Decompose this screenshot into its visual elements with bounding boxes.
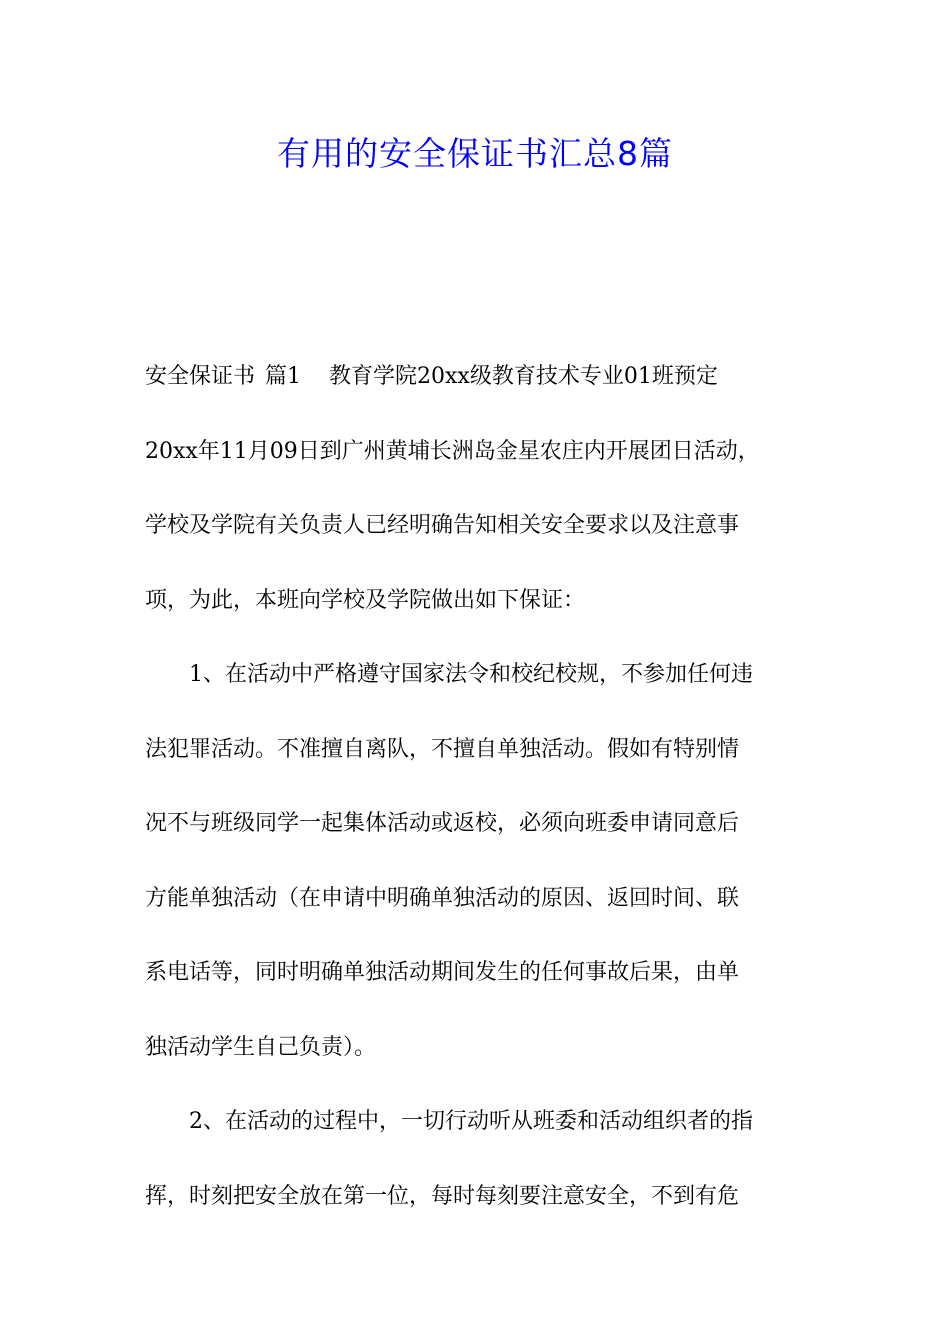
text-line [145, 340, 809, 415]
text-line: 方能单独活动（在申请中明确单独活动的原因、返回时间、联 [145, 885, 740, 911]
document-title: 有用的安全保证书汇总8篇 [277, 134, 673, 173]
text-line: 况不与班级同学一起集体活动或返校，必须向班委申请同意后 [145, 811, 740, 836]
text-line: 系电话等，同时明确单独活动期间发生的任何事故后果，由单 [145, 960, 740, 985]
text-line: 项，为此，本班向学校及学院做出如下保证： [145, 587, 586, 613]
section-label: 安全保证书 [145, 364, 256, 389]
text-line: 独活动学生自己负责）。 [145, 1034, 377, 1060]
text-line: 挥，时刻把安全放在第一位，每时每刻要注意安全，不到有危 [145, 1183, 740, 1209]
text-line: 20xx年11月09日到广州黄埔长洲岛金星农庄内开展团日活动， [145, 438, 760, 464]
text-line: 1、在活动中严格遵守国家法令和校纪校规，不参加任何违 [189, 662, 753, 687]
text-line: 学校及学院有关负责人已经明确告知相关安全要求以及注意事 [145, 513, 740, 538]
text-line: 2、在活动的过程中，一切行动听从班委和活动组织者的指 [189, 1109, 753, 1134]
text-line: 法犯罪活动。不准擅自离队，不擅自单独活动。假如有特别情 [145, 736, 740, 762]
document-body [145, 340, 809, 1234]
line-text: 教育学院20xx级教育技术专业01班预定 [329, 364, 718, 389]
section-number: 篇1 [265, 364, 302, 389]
